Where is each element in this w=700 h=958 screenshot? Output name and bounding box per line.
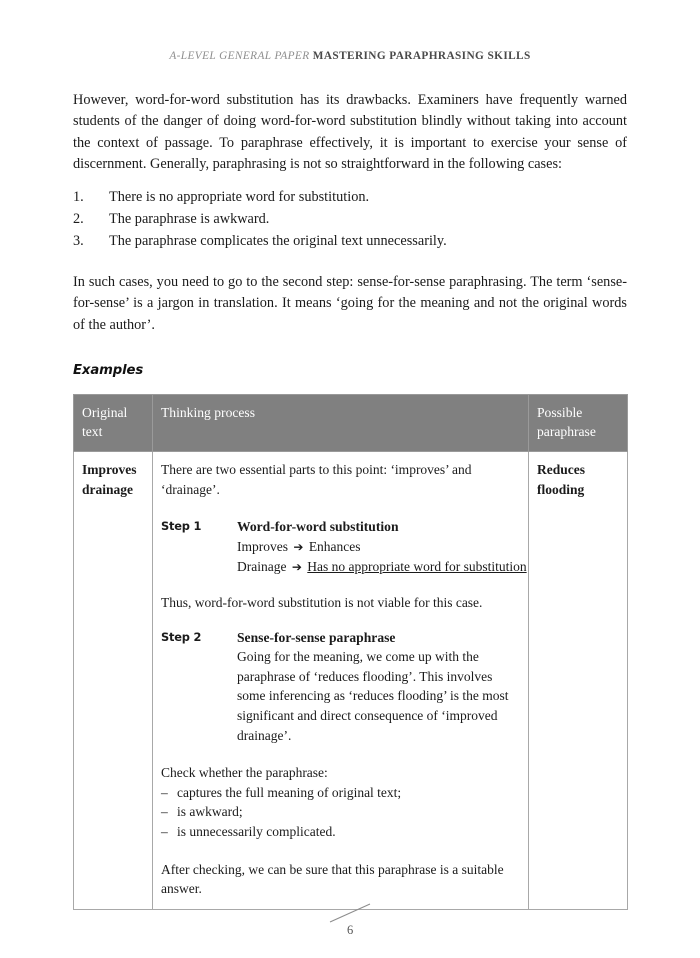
list-item [73, 187, 627, 209]
arrow-right-icon: ➔ [291, 560, 302, 575]
substitution-source: Drainage [237, 559, 287, 575]
list-item-number: 3. [73, 233, 84, 250]
spacer [161, 578, 520, 593]
list-item-text: There is no appropriate word for substitution. [109, 189, 370, 206]
arrow-right-icon: ➔ [293, 539, 304, 554]
difficult-cases-list [73, 187, 627, 253]
thinking-intro: There are two essential parts to this point: ‘improves’ and ‘drainage’. [161, 462, 472, 497]
list-item-text: is awkward; [177, 804, 243, 820]
intro-paragraph: However, word-for-word substitution has its drawbacks. Examiners have frequently warned students of the danger of doing word-for-word substitution blindly without taking into account the context of passage. To paraphrase effectively, it is important to exercise your sense of discernment. Generally, paraphrasing is not so straightforward in the following cases: [73, 92, 627, 172]
step-1-substitution-line-1 [237, 537, 520, 558]
spacer [161, 745, 520, 763]
list-item-text: The paraphrase is awkward. [109, 211, 270, 228]
folio-rule-decoration [328, 902, 372, 924]
list-item [161, 822, 520, 842]
check-list [161, 783, 520, 842]
page-number: 6 [347, 923, 354, 937]
list-item-text: The paraphrase complicates the original text unnecessarily. [109, 233, 447, 250]
substitution-target: Has no appropriate word for substitution [307, 559, 527, 575]
thinking-conclusion: After checking, we can be sure that this paraphrase is a suitable answer. [161, 861, 504, 897]
examples-table [73, 394, 628, 910]
table-header-row [74, 395, 628, 452]
list-item-number: 2. [73, 211, 84, 228]
step-1-title: Word-for-word substitution [237, 519, 399, 535]
table-header-possible-paraphrase: Possible paraphrase [529, 395, 628, 452]
page-content [73, 90, 627, 910]
table-header-thinking-process: Thinking process [153, 395, 529, 452]
list-item-text: is unnecessarily complicated. [177, 823, 336, 839]
dash-bullet-icon: – [161, 823, 168, 839]
table-row [74, 452, 628, 910]
step-2-label: Step 2 [161, 629, 202, 644]
running-header-book-title: A-LEVEL GENERAL PAPER [169, 50, 310, 62]
check-intro: Check whether the paraphrase: [161, 765, 328, 781]
step-1-label: Step 1 [161, 519, 202, 534]
cell-possible-paraphrase: Reduces flooding [529, 452, 628, 910]
list-item [73, 209, 627, 231]
page-footer [0, 898, 700, 938]
running-header-chapter-title: MASTERING PARAPHRASING SKILLS [312, 50, 531, 62]
step-2-block [161, 628, 520, 746]
sense-for-sense-paragraph: In such cases, you need to go to the second step: sense-for-sense paraphrasing. The term ‘sense-for-sense’ is a jargon in translation. It means ‘going for the meaning and not the original words of the author’. [73, 274, 627, 333]
spacer [73, 253, 627, 272]
spacer [161, 499, 520, 517]
dash-bullet-icon: – [161, 784, 168, 800]
step-1-substitution-line-2 [237, 557, 527, 578]
step-2-title: Sense-for-sense paraphrase [237, 629, 396, 645]
spacer [161, 613, 520, 628]
spacer [161, 842, 520, 860]
running-header [73, 50, 627, 62]
examples-heading: Examples [73, 363, 144, 379]
list-item-text: captures the full meaning of original text; [177, 784, 402, 800]
cell-thinking-process [153, 452, 529, 910]
dash-bullet-icon: – [161, 804, 168, 820]
list-item [161, 802, 520, 822]
table-header-original-text: Original text [74, 395, 153, 452]
list-item [161, 783, 520, 803]
substitution-target: Enhances [308, 538, 361, 554]
step-2-body: Going for the meaning, we come up with the paraphrase of ‘reduces flooding’. This involves some inferencing as ‘reduces flooding’ is the most significant and direct consequence of ‘improved drainage’. [237, 649, 509, 743]
substitution-source: Improves [237, 538, 288, 554]
list-item-number: 1. [73, 189, 84, 206]
step-1-block [161, 517, 527, 578]
cell-original-text: Improves drainage [74, 452, 153, 910]
list-item [73, 231, 627, 253]
step-1-conclusion: Thus, word-for-word substitution is not viable for this case. [161, 595, 483, 611]
